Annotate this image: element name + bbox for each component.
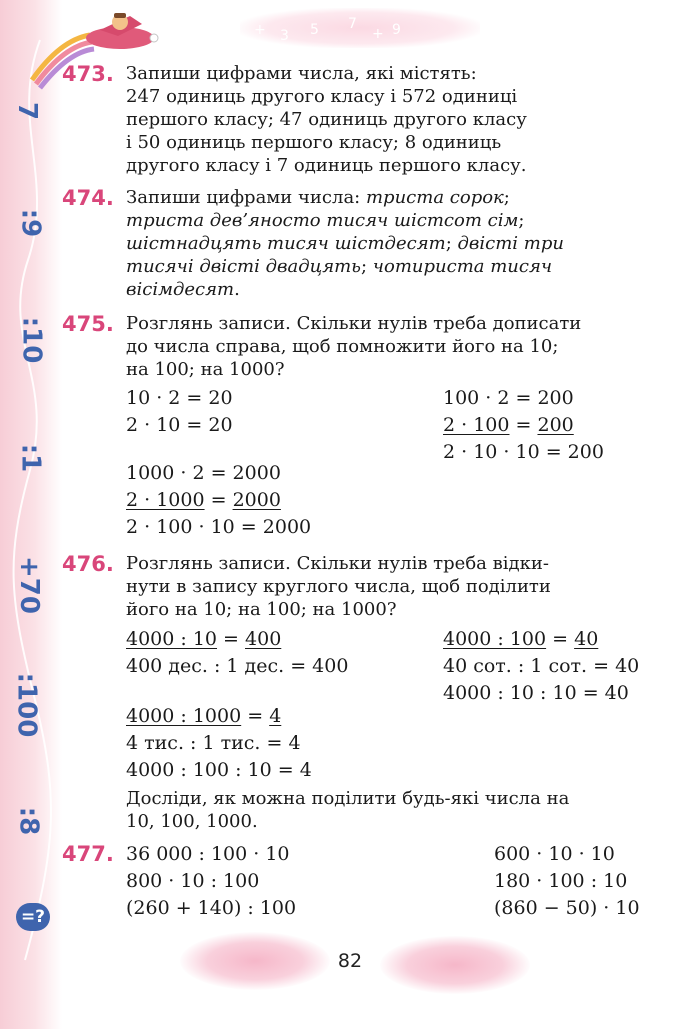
side-label-7: :8 (13, 806, 44, 836)
expression: 180 · 100 : 10 (494, 870, 628, 892)
text-line: другого класу і 7 одиниць першого класу. (126, 155, 527, 176)
expression: 600 · 10 · 10 (494, 843, 615, 865)
expression: (260 + 140) : 100 (126, 897, 297, 919)
text-line: тисячі двісті двадцять; чотириста тисяч (126, 256, 553, 277)
equation: 2 · 10 · 10 = 200 (443, 441, 604, 463)
text-line: до числа справа, щоб помножити його на 10; (126, 336, 559, 357)
text-line: шістнадцять тисяч шістдесят; двісті три (126, 233, 564, 254)
exercise-text (126, 62, 638, 177)
text-line: 247 одиниць другого класу і 572 одиниці (126, 86, 518, 107)
expression: (860 − 50) · 10 (494, 897, 640, 919)
text-line: вісімдесят. (126, 279, 240, 300)
text-line: Запиши цифрами числа: триста сорок; (126, 187, 510, 208)
text-line: першого класу; 47 одиниць другого класу (126, 109, 527, 130)
equation: 4000 : 100 : 10 = 4 (126, 759, 312, 781)
text-line: Запиши цифрами числа, які містять: (126, 63, 477, 84)
equation: 4000 : 10 : 10 = 40 (443, 682, 629, 704)
equation: 400 дес. : 1 дес. = 400 (126, 655, 349, 677)
exercise-number: 476. (62, 552, 114, 576)
equation: 1000 · 2 = 2000 (126, 462, 281, 484)
exercise-476-outro (126, 787, 638, 833)
equation-underlined: 4000 : 1000 = 4 (126, 705, 282, 727)
text-line: 10, 100, 1000. (126, 811, 258, 832)
text-line: триста дев’яносто тисяч шістсот сім; (126, 210, 525, 231)
text-line: Досліди, як можна поділити будь-які числа на (126, 788, 570, 809)
margin-swirl-line (0, 0, 70, 1029)
equals-question-badge: =? (16, 903, 50, 931)
equation-underlined: 2 · 1000 = 2000 (126, 489, 281, 511)
equation: 100 · 2 = 200 (443, 387, 574, 409)
side-label-2: :9 (15, 208, 46, 238)
equation-underlined: 2 · 100 = 200 (443, 414, 574, 436)
text-line: Розглянь записи. Скільки нулів треба дописати (126, 313, 582, 334)
exercise-number: 473. (62, 62, 114, 86)
equation-underlined: 4000 : 10 = 400 (126, 628, 282, 650)
side-label-6: :100 (11, 672, 42, 738)
text-line: Розглянь записи. Скільки нулів треба відки- (126, 553, 549, 574)
equation-underlined: 4000 : 100 = 40 (443, 628, 599, 650)
footer-cloud-right (380, 936, 530, 994)
exercise-number: 474. (62, 186, 114, 210)
text-line: нути в запису круглого числа, щоб поділити (126, 576, 551, 597)
expression: 800 · 10 : 100 (126, 870, 260, 892)
exercise-number: 475. (62, 312, 114, 336)
equation: 10 · 2 = 20 (126, 387, 233, 409)
equation: 4 тис. : 1 тис. = 4 (126, 732, 301, 754)
sky-digits-decoration: + 3 5 7 + 9 (240, 8, 480, 48)
text-line: на 100; на 1000? (126, 359, 285, 380)
text-line: і 50 одиниць першого класу; 8 одиниць (126, 132, 502, 153)
side-label-4: :1 (15, 443, 46, 473)
side-label-3: :10 (16, 316, 47, 364)
equation: 2 · 100 · 10 = 2000 (126, 516, 312, 538)
side-label-5: +70 (13, 556, 44, 614)
exercise-text (126, 552, 638, 621)
side-label-1: 7 (12, 101, 43, 121)
exercise-text (126, 186, 638, 301)
exercise-number: 477. (62, 842, 114, 866)
footer-cloud-left (180, 932, 330, 990)
text-line: його на 10; на 100; на 1000? (126, 599, 397, 620)
equation: 40 сот. : 1 сот. = 40 (443, 655, 640, 677)
exercise-text (126, 312, 638, 381)
expression: 36 000 : 100 · 10 (126, 843, 290, 865)
equation: 2 · 10 = 20 (126, 414, 233, 436)
page-number: 82 (337, 950, 363, 972)
